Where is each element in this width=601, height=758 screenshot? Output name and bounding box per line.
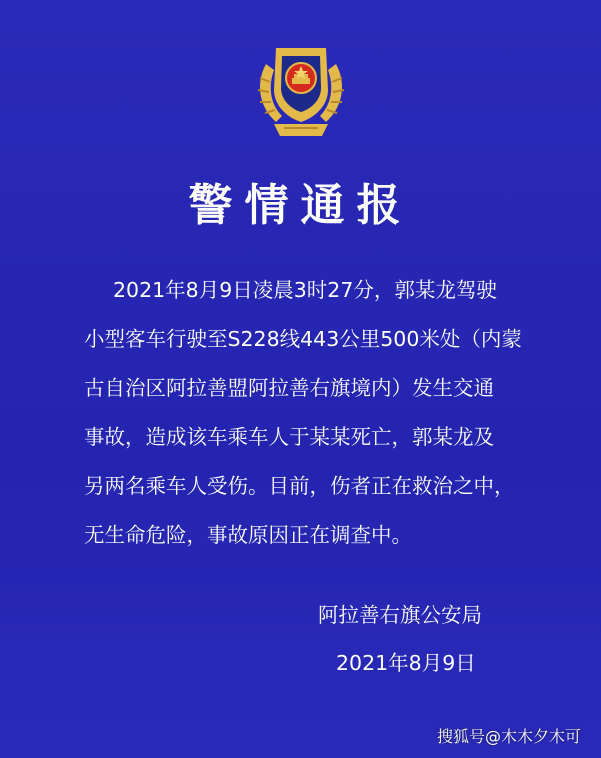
body-line: 古自治区阿拉善盟阿拉善右旗境内）发生交通 bbox=[84, 376, 494, 400]
issue-date: 2021年8月9日 bbox=[336, 651, 476, 675]
body-line: 无生命危险，事故原因正在调查中。 bbox=[84, 523, 412, 547]
body-line: 事故，造成该车乘车人于某某死亡，郭某龙及 bbox=[84, 425, 494, 449]
notice-body bbox=[84, 266, 524, 560]
issuing-authority: 阿拉善右旗公安局 bbox=[318, 603, 482, 627]
police-badge-icon bbox=[252, 38, 350, 142]
source-watermark: 搜狐号@木木夕木可 bbox=[436, 727, 581, 746]
notice-title: 警情通报 bbox=[188, 180, 413, 231]
body-line: 小型客车行驶至S228线443公里500米处（内蒙 bbox=[84, 327, 522, 351]
body-line: 另两名乘车人受伤。目前，伤者正在救治之中， bbox=[84, 474, 515, 498]
body-line: 2021年8月9日凌晨3时27分，郭某龙驾驶 bbox=[113, 278, 497, 302]
